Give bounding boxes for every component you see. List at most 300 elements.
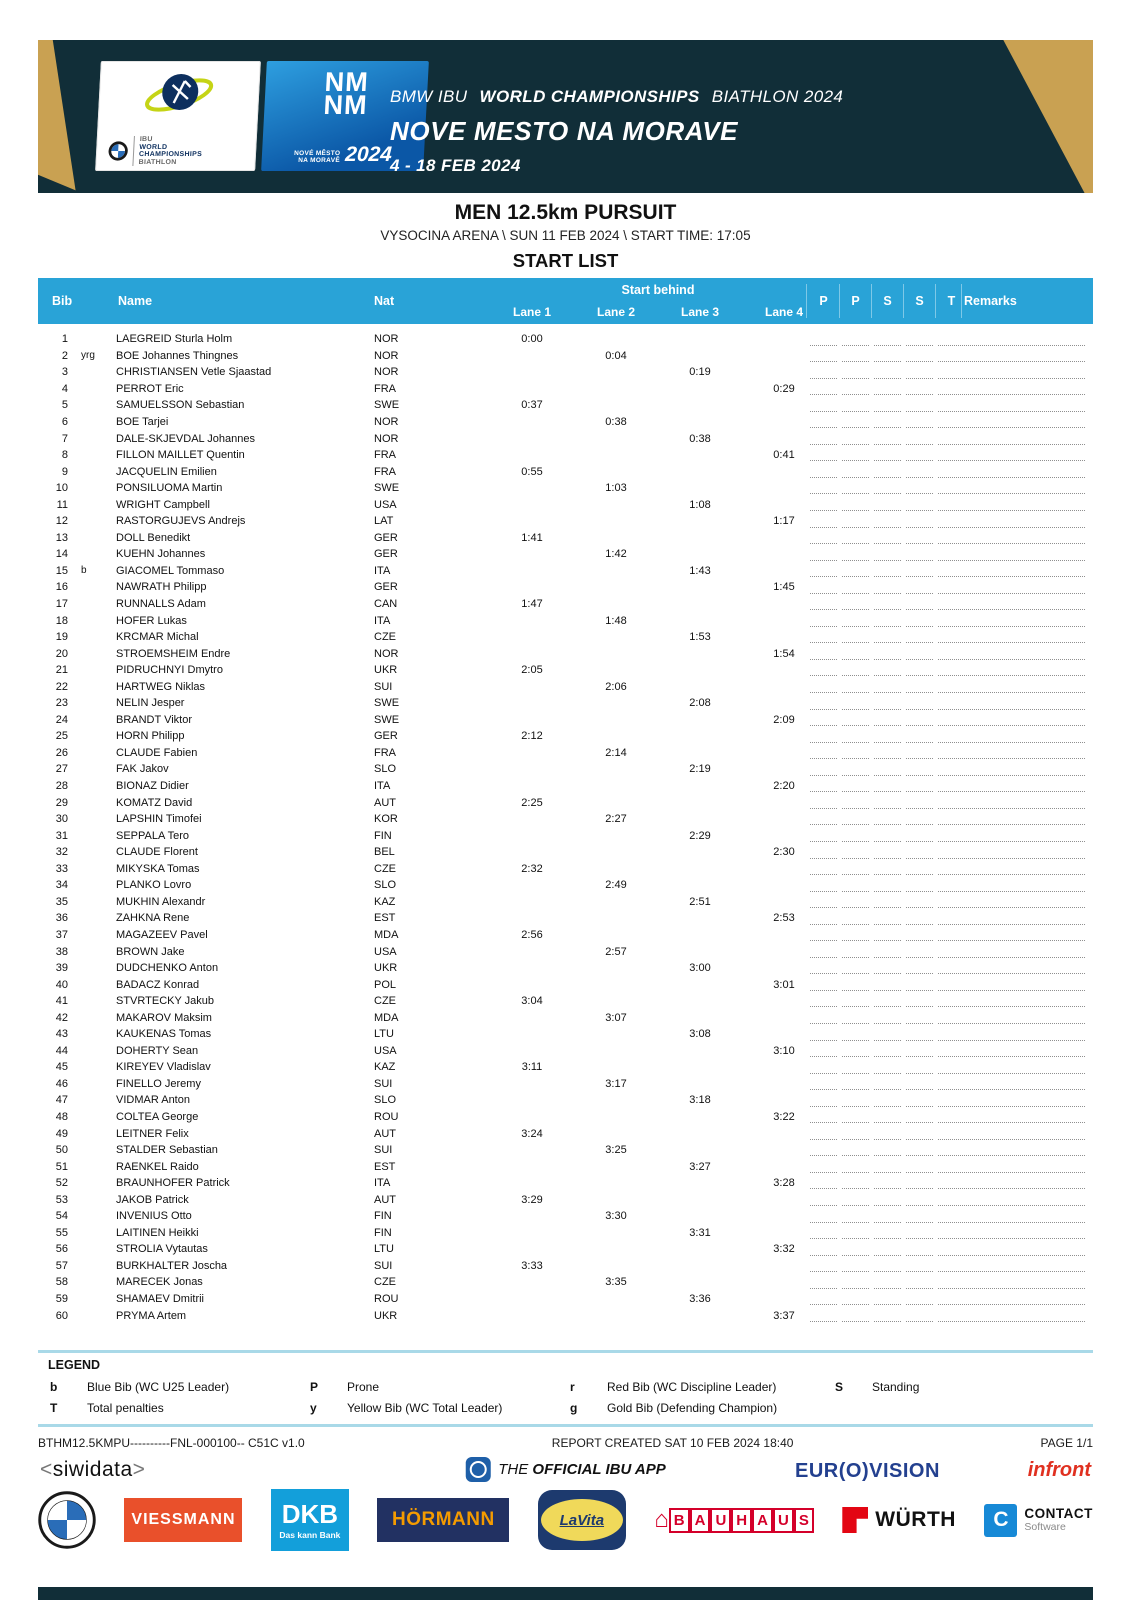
shooting-entry-line xyxy=(874,630,901,643)
shooting-entry-line xyxy=(810,1292,837,1305)
legend-label: Prone xyxy=(347,1380,380,1394)
header-separator xyxy=(903,284,904,318)
shooting-entry-line xyxy=(874,879,901,892)
table-row xyxy=(38,1274,1093,1291)
table-row xyxy=(38,629,1093,646)
bib-number: 58 xyxy=(55,1276,68,1289)
shooting-entry-line xyxy=(906,1226,933,1239)
shooting-entry-line xyxy=(842,1226,869,1239)
lane-2-start-behind: 3:07 xyxy=(605,1011,627,1024)
table-row xyxy=(38,728,1093,745)
column-header-bib: Bib xyxy=(52,294,73,308)
shooting-entry-line xyxy=(842,448,869,461)
shooting-entry-line xyxy=(810,647,837,660)
legend-label: Gold Bib (Defending Champion) xyxy=(607,1401,778,1415)
nation-code: SWE xyxy=(374,482,400,495)
table-row xyxy=(38,1043,1093,1060)
divider-line xyxy=(38,1350,1093,1353)
table-row xyxy=(38,546,1093,563)
lane-4-start-behind: 0:41 xyxy=(773,449,795,462)
shooting-entry-line xyxy=(842,1127,869,1140)
shooting-entry-line xyxy=(938,812,965,825)
table-row xyxy=(38,1009,1093,1026)
shooting-entry-line xyxy=(810,498,837,511)
shooting-entry-line xyxy=(810,945,837,958)
table-row xyxy=(38,960,1093,977)
table-row xyxy=(38,1142,1093,1159)
shooting-entry-line xyxy=(906,862,933,875)
athlete-name: FILLON MAILLET Quentin xyxy=(116,449,245,462)
bib-number: 5 xyxy=(61,399,68,412)
bib-number: 44 xyxy=(55,1044,68,1057)
bauhaus-letter: H xyxy=(731,1508,752,1533)
shooting-entry-line xyxy=(874,928,901,941)
bib-number: 19 xyxy=(55,631,68,644)
shooting-entry-line xyxy=(810,432,837,445)
lane-3-start-behind: 2:51 xyxy=(689,895,711,908)
legend-key: S xyxy=(835,1380,844,1394)
shooting-entry-line xyxy=(874,448,901,461)
shooting-entry-line xyxy=(874,349,901,362)
lane-3-start-behind: 3:18 xyxy=(689,1094,711,1107)
bib-number: 11 xyxy=(56,498,68,511)
report-meta-row xyxy=(38,1436,1093,1450)
nation-code: AUT xyxy=(374,1127,396,1140)
athlete-name: MAGAZEEV Pavel xyxy=(116,928,208,941)
remarks-entry-line xyxy=(964,1160,1085,1173)
banner-title-prefix: BMW IBU xyxy=(390,87,468,106)
shooting-entry-line xyxy=(906,1143,933,1156)
lane-4-start-behind: 0:29 xyxy=(773,382,795,395)
nation-code: UKR xyxy=(374,664,398,677)
shooting-entry-line xyxy=(938,515,965,528)
athlete-name: HOFER Lukas xyxy=(116,614,187,627)
athlete-name: CLAUDE Fabien xyxy=(116,746,198,759)
nation-code: CZE xyxy=(374,862,396,875)
event-banner xyxy=(38,40,1093,193)
shooting-entry-line xyxy=(810,746,837,759)
bib-number: 32 xyxy=(55,846,68,859)
lane-2-start-behind: 2:49 xyxy=(605,879,627,892)
shooting-entry-line xyxy=(810,597,837,610)
lane-2-start-behind: 1:03 xyxy=(605,482,627,495)
header-separator xyxy=(935,284,936,318)
bib-number: 35 xyxy=(55,895,68,908)
table-header xyxy=(38,278,1093,324)
nation-code: EST xyxy=(374,912,396,925)
shooting-entry-line xyxy=(938,1259,965,1272)
column-header-lane-3: Lane 3 xyxy=(680,305,719,319)
athlete-name: RAENKEL Raido xyxy=(116,1160,199,1173)
athlete-name: MIKYSKA Tomas xyxy=(116,862,200,875)
lane-1-start-behind: 0:37 xyxy=(521,399,543,412)
shooting-entry-line xyxy=(842,663,869,676)
remarks-entry-line xyxy=(964,763,1085,776)
shooting-entry-line xyxy=(938,862,965,875)
table-row xyxy=(38,1158,1093,1175)
nation-code: AUT xyxy=(374,796,396,809)
shooting-entry-line xyxy=(874,796,901,809)
shooting-entry-line xyxy=(874,730,901,743)
shooting-entry-line xyxy=(938,1176,965,1189)
nation-code: ITA xyxy=(374,1177,391,1190)
shooting-entry-line xyxy=(810,515,837,528)
shooting-entry-line xyxy=(906,912,933,925)
legend-item xyxy=(835,1380,919,1394)
nation-code: EST xyxy=(374,1160,396,1173)
bib-number: 6 xyxy=(61,416,68,428)
shooting-entry-line xyxy=(906,564,933,577)
athlete-name: BIONAZ Didier xyxy=(116,780,189,793)
remarks-entry-line xyxy=(964,994,1085,1007)
nation-code: NOR xyxy=(374,647,399,660)
shooting-entry-line xyxy=(842,1044,869,1057)
shooting-entry-line xyxy=(810,1243,837,1256)
bib-number: 42 xyxy=(55,1011,68,1024)
athlete-name: LAEGREID Sturla Holm xyxy=(116,333,233,346)
athlete-name: LEITNER Felix xyxy=(116,1127,189,1140)
athlete-name: CHRISTIANSEN Vetle Sjaastad xyxy=(116,366,272,379)
table-row xyxy=(38,894,1093,911)
table-row xyxy=(38,1109,1093,1126)
shooting-entry-line xyxy=(810,895,837,908)
nation-code: SLO xyxy=(374,879,397,892)
nation-code: USA xyxy=(374,945,397,958)
athlete-name: DALE-SKJEVDAL Johannes xyxy=(116,432,255,445)
shooting-entry-line xyxy=(938,1309,965,1322)
bib-number: 24 xyxy=(55,713,68,726)
athlete-name: BADACZ Konrad xyxy=(116,978,200,991)
bauhaus-letter: A xyxy=(690,1508,711,1533)
shooting-entry-line xyxy=(906,697,933,710)
nation-code: SLO xyxy=(374,1094,397,1107)
shooting-entry-line xyxy=(874,763,901,776)
shooting-entry-line xyxy=(842,912,869,925)
shooting-entry-line xyxy=(810,1193,837,1206)
viessmann-logo: VIESSMANN xyxy=(124,1498,242,1542)
sponsors-row xyxy=(38,1486,1093,1554)
shooting-entry-line xyxy=(842,796,869,809)
shooting-entry-line xyxy=(842,382,869,395)
remarks-entry-line xyxy=(964,812,1085,825)
shooting-entry-line xyxy=(842,1061,869,1074)
shooting-entry-line xyxy=(938,432,965,445)
bib-number: 39 xyxy=(55,962,68,975)
shooting-entry-line xyxy=(810,1276,837,1289)
shooting-entry-line xyxy=(906,1061,933,1074)
remarks-entry-line xyxy=(964,1110,1085,1123)
nation-code: CAN xyxy=(374,598,398,611)
shooting-entry-line xyxy=(906,680,933,693)
bmw-roundel-icon xyxy=(108,141,129,161)
lane-1-start-behind: 2:05 xyxy=(521,664,543,677)
shooting-entry-line xyxy=(810,465,837,478)
shooting-entry-line xyxy=(874,581,901,594)
remarks-entry-line xyxy=(964,1276,1085,1289)
bib-color-code: b xyxy=(81,565,87,577)
shooting-entry-line xyxy=(874,1309,901,1322)
table-row xyxy=(38,364,1093,381)
remarks-entry-line xyxy=(964,1094,1085,1107)
shooting-entry-line xyxy=(874,597,901,610)
bib-number: 28 xyxy=(55,780,68,793)
shooting-entry-line xyxy=(810,548,837,561)
ibu-app-icon xyxy=(465,1457,490,1482)
shooting-entry-line xyxy=(906,1160,933,1173)
lane-3-start-behind: 3:31 xyxy=(689,1226,711,1239)
lane-3-start-behind: 2:19 xyxy=(689,763,711,776)
athlete-name: STROEMSHEIM Endre xyxy=(116,647,231,660)
legend-label: Yellow Bib (WC Total Leader) xyxy=(347,1401,503,1415)
remarks-entry-line xyxy=(964,1011,1085,1024)
remarks-entry-line xyxy=(964,680,1085,693)
shooting-entry-line xyxy=(842,399,869,412)
shooting-entry-line xyxy=(874,382,901,395)
shooting-entry-line xyxy=(810,796,837,809)
nation-code: NOR xyxy=(374,432,399,445)
shooting-entry-line xyxy=(842,846,869,859)
remarks-entry-line xyxy=(964,961,1085,974)
athlete-name: KAUKENAS Tomas xyxy=(116,1028,212,1041)
table-row xyxy=(38,761,1093,778)
nation-code: GER xyxy=(374,581,398,594)
nation-code: FRA xyxy=(374,449,396,462)
shooting-entry-line xyxy=(874,1011,901,1024)
shooting-entry-line xyxy=(938,829,965,842)
lane-4-start-behind: 2:09 xyxy=(773,713,795,726)
shooting-entry-line xyxy=(842,746,869,759)
table-row xyxy=(38,612,1093,629)
bib-number: 4 xyxy=(61,382,68,395)
table-row xyxy=(38,993,1093,1010)
bottom-accent-bar xyxy=(38,1587,1093,1600)
athlete-name: STVRTECKY Jakub xyxy=(116,995,215,1008)
lane-4-start-behind: 2:20 xyxy=(773,780,795,793)
shooting-entry-line xyxy=(906,730,933,743)
shooting-entry-line xyxy=(874,1077,901,1090)
nation-code: CZE xyxy=(374,1276,396,1289)
shooting-entry-line xyxy=(906,1193,933,1206)
lane-3-start-behind: 2:29 xyxy=(689,829,711,842)
athlete-name: FAK Jakov xyxy=(116,763,169,776)
legend-item xyxy=(50,1380,229,1394)
legend-label: Blue Bib (WC U25 Leader) xyxy=(87,1380,230,1394)
table-row xyxy=(38,463,1093,480)
bauhaus-letter: U xyxy=(773,1508,794,1533)
table-row xyxy=(38,1191,1093,1208)
table-row xyxy=(38,563,1093,580)
shooting-entry-line xyxy=(874,895,901,908)
shooting-entry-line xyxy=(906,1176,933,1189)
table-row xyxy=(38,1208,1093,1225)
shooting-entry-line xyxy=(938,399,965,412)
remarks-entry-line xyxy=(964,796,1085,809)
shooting-entry-line xyxy=(874,432,901,445)
shooting-entry-line xyxy=(938,1110,965,1123)
shooting-entry-line xyxy=(842,1094,869,1107)
table-row xyxy=(38,645,1093,662)
remarks-entry-line xyxy=(964,879,1085,892)
bib-number: 34 xyxy=(55,879,68,892)
shooting-entry-line xyxy=(810,333,837,346)
bib-number: 9 xyxy=(61,465,68,478)
table-row xyxy=(38,778,1093,795)
table-row xyxy=(38,331,1093,348)
shooting-entry-line xyxy=(810,1226,837,1239)
nmnm-city-text: NOVÉ MĚSTO NA MORAVĚ xyxy=(293,150,341,164)
shooting-entry-line xyxy=(906,1127,933,1140)
shooting-entry-line xyxy=(842,333,869,346)
banner-title-suffix: BIATHLON 2024 xyxy=(711,87,844,106)
bib-number: 1 xyxy=(61,333,68,346)
banner-title-main: WORLD CHAMPIONSHIPS xyxy=(479,87,700,106)
remarks-entry-line xyxy=(964,730,1085,743)
lane-3-start-behind: 3:36 xyxy=(689,1292,711,1305)
shooting-entry-line xyxy=(906,399,933,412)
shooting-entry-line xyxy=(906,1243,933,1256)
athlete-name: MAKAROV Maksim xyxy=(116,1011,212,1024)
shooting-entry-line xyxy=(938,1143,965,1156)
shooting-entry-line xyxy=(810,1077,837,1090)
shooting-entry-line xyxy=(810,1110,837,1123)
shooting-entry-line xyxy=(938,415,965,428)
shooting-entry-line xyxy=(842,697,869,710)
athlete-name: PLANKO Lovro xyxy=(116,879,192,892)
eurovision-logo: EUR(O)VISION xyxy=(795,1460,940,1482)
nation-code: AUT xyxy=(374,1193,396,1206)
bib-number: 17 xyxy=(55,598,68,611)
shooting-entry-line xyxy=(938,697,965,710)
page-number: PAGE 1/1 xyxy=(1040,1436,1093,1450)
nation-code: FRA xyxy=(374,746,396,759)
lane-1-start-behind: 2:56 xyxy=(521,928,543,941)
shooting-entry-line xyxy=(842,531,869,544)
table-row xyxy=(38,927,1093,944)
bib-number: 30 xyxy=(55,813,68,826)
legend-title: LEGEND xyxy=(48,1358,101,1372)
shooting-entry-line xyxy=(874,1110,901,1123)
shooting-entry-line xyxy=(810,912,837,925)
shooting-entry-line xyxy=(842,498,869,511)
bib-number: 7 xyxy=(61,432,68,445)
athlete-name: LAPSHIN Timofei xyxy=(116,813,202,826)
bib-number: 23 xyxy=(55,697,68,710)
shooting-entry-line xyxy=(938,961,965,974)
shooting-entry-line xyxy=(938,531,965,544)
shooting-entry-line xyxy=(906,1259,933,1272)
nation-code: SWE xyxy=(374,713,400,726)
shooting-entry-line xyxy=(810,663,837,676)
shooting-entry-line xyxy=(906,515,933,528)
table-row xyxy=(38,844,1093,861)
table-row xyxy=(38,712,1093,729)
shooting-entry-line xyxy=(810,614,837,627)
shooting-entry-line xyxy=(906,1094,933,1107)
nation-code: ITA xyxy=(374,614,391,627)
remarks-entry-line xyxy=(964,630,1085,643)
ibu-org-text xyxy=(132,136,203,166)
shooting-entry-line xyxy=(906,1028,933,1041)
lane-4-start-behind: 2:53 xyxy=(773,912,795,925)
shooting-entry-line xyxy=(938,663,965,676)
table-row xyxy=(38,827,1093,844)
bauhaus-logo xyxy=(654,1508,814,1533)
shooting-entry-line xyxy=(810,928,837,941)
athlete-name: KIREYEV Vladislav xyxy=(116,1061,211,1074)
table-row xyxy=(38,1241,1093,1258)
athlete-name: NELIN Jesper xyxy=(116,697,185,710)
athlete-name: JACQUELIN Emilien xyxy=(116,465,217,478)
shooting-entry-line xyxy=(906,961,933,974)
shooting-entry-line xyxy=(906,895,933,908)
org-line: BIATHLON xyxy=(138,158,177,166)
remarks-entry-line xyxy=(964,548,1085,561)
nation-code: POL xyxy=(374,978,397,991)
remarks-entry-line xyxy=(964,713,1085,726)
ibu-app-text: THE OFFICIAL IBU APP xyxy=(498,1461,666,1478)
wuerth-logo: WÜRTH xyxy=(842,1507,956,1533)
shooting-entry-line xyxy=(810,399,837,412)
athlete-name: LAITINEN Heikki xyxy=(116,1226,199,1239)
shooting-entry-line xyxy=(906,713,933,726)
shooting-entry-line xyxy=(874,1127,901,1140)
shooting-entry-line xyxy=(874,945,901,958)
legend-key: y xyxy=(310,1401,317,1415)
bauhaus-house-icon: ⌂ xyxy=(654,1506,669,1533)
athlete-name: BRANDT Viktor xyxy=(116,713,193,726)
shooting-entry-line xyxy=(874,1176,901,1189)
shooting-entry-line xyxy=(938,713,965,726)
shooting-entry-line xyxy=(810,366,837,379)
nation-code: UKR xyxy=(374,1309,398,1322)
shooting-entry-line xyxy=(874,746,901,759)
shooting-entry-line xyxy=(874,1210,901,1223)
lane-2-start-behind: 3:35 xyxy=(605,1276,627,1289)
shooting-entry-line xyxy=(906,879,933,892)
bib-number: 49 xyxy=(55,1127,68,1140)
legend-label: Red Bib (WC Discipline Leader) xyxy=(607,1380,777,1394)
athlete-name: BOE Johannes Thingnes xyxy=(116,349,239,362)
remarks-entry-line xyxy=(964,1292,1085,1305)
lane-3-start-behind: 0:19 xyxy=(689,366,711,379)
bib-number: 53 xyxy=(55,1193,68,1206)
shooting-entry-line xyxy=(842,730,869,743)
remarks-entry-line xyxy=(964,746,1085,759)
nation-code: LAT xyxy=(374,515,394,528)
remarks-entry-line xyxy=(964,663,1085,676)
remarks-entry-line xyxy=(964,1061,1085,1074)
remarks-entry-line xyxy=(964,1176,1085,1189)
shooting-entry-line xyxy=(938,349,965,362)
athlete-name: BURKHALTER Joscha xyxy=(116,1259,228,1272)
shooting-entry-line xyxy=(810,1094,837,1107)
athlete-name: RUNNALLS Adam xyxy=(116,598,206,611)
nation-code: SUI xyxy=(374,1144,393,1157)
lane-1-start-behind: 3:24 xyxy=(521,1127,543,1140)
shooting-entry-line xyxy=(842,1143,869,1156)
nation-code: USA xyxy=(374,498,397,511)
nation-code: SWE xyxy=(374,697,400,710)
shooting-entry-line xyxy=(906,978,933,991)
shooting-entry-line xyxy=(938,1226,965,1239)
banner-title-line xyxy=(390,87,843,107)
bib-number: 55 xyxy=(55,1226,68,1239)
shooting-entry-line xyxy=(938,498,965,511)
remarks-entry-line xyxy=(964,1210,1085,1223)
shooting-entry-line xyxy=(874,1276,901,1289)
bib-number: 20 xyxy=(55,647,68,660)
table-row xyxy=(38,596,1093,613)
